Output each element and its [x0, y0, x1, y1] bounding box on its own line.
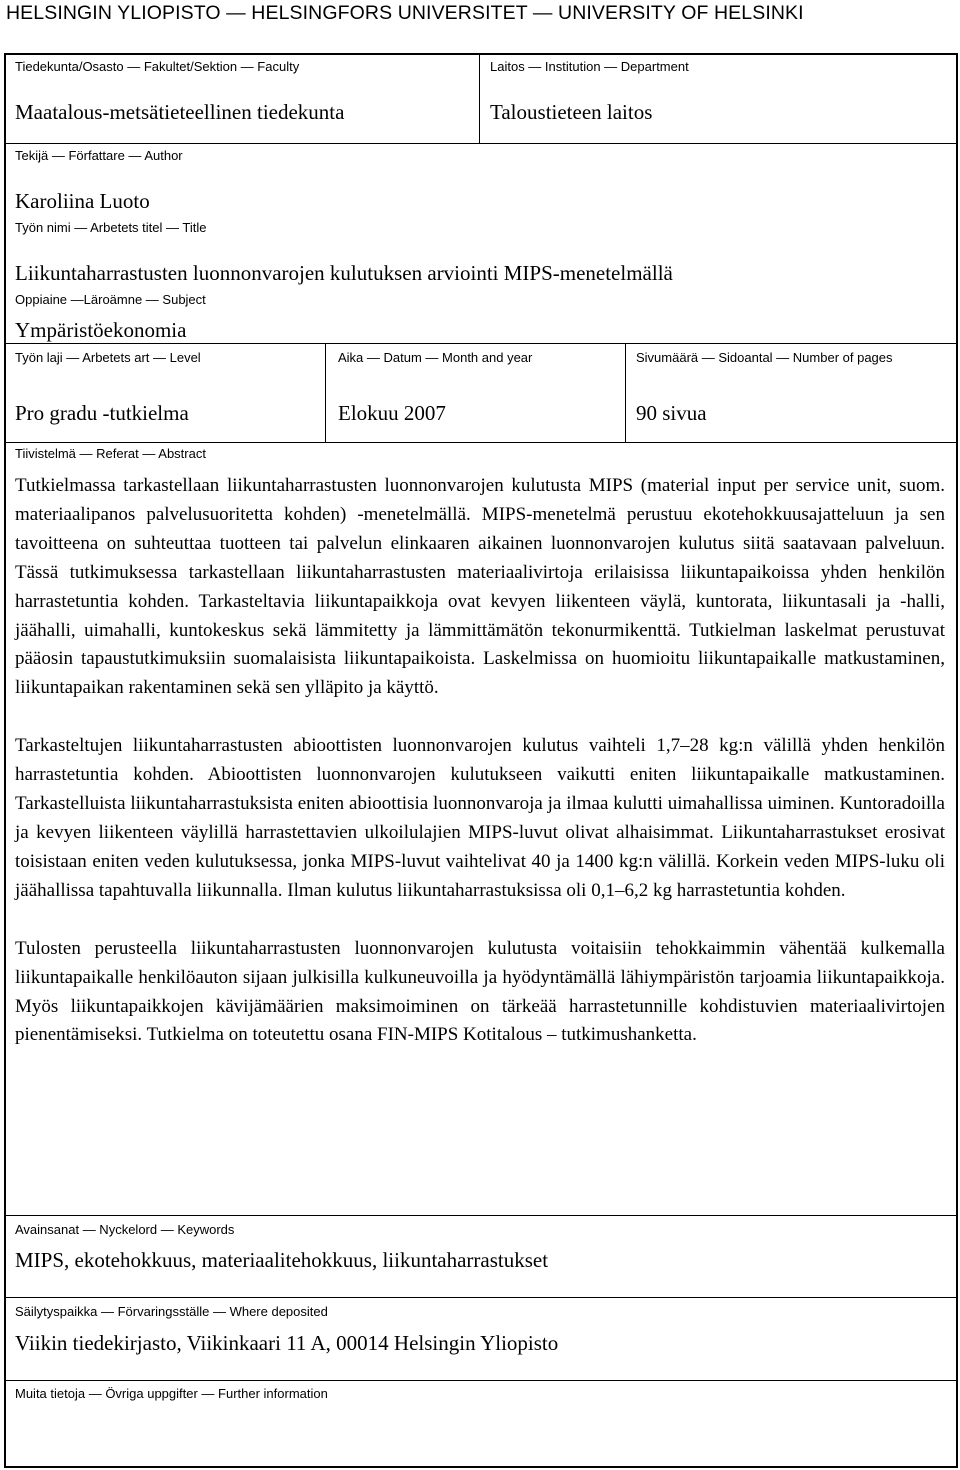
abstract-body	[15, 472, 945, 1050]
date-label: Aika — Datum — Month and year	[338, 350, 533, 365]
deposited-value: Viikin tiedekirjasto, Viikinkaari 11 A, 00014 Helsingin Yliopisto	[15, 1331, 559, 1355]
pages-label: Sivumäärä — Sidoantal — Number of pages	[636, 350, 893, 365]
keywords-value: MIPS, ekotehokkuus, materiaalitehokkuus, liikuntaharrastukset	[15, 1248, 549, 1272]
divider	[5, 143, 956, 144]
abstract-paragraph: Tulosten perusteella liikuntaharrastusten luonnonvarojen kulutusta voitaisiin tehokkaimmin vähentää kulkemalla liikuntapaikalle henkilöauton sijaan julkisilla kulkuneuvoilla ja hyödyntämällä lähiympäristön tarjoamia liikuntapaikkoja. Myös liikuntapaikkojen kävijämäärien maksimoiminen on tärkeää harrastetunnille kohdistuvien materiaalivirtojen pienentämiseksi. Tutkielma on toteutettu osana FIN-MIPS Kotitalous – tutkimushanketta.	[15, 937, 945, 1046]
pages-value: 90 sivua	[636, 401, 707, 425]
author-value: Karoliina Luoto	[15, 189, 150, 213]
level-value: Pro gradu -tutkielma	[15, 401, 189, 425]
divider	[625, 344, 626, 443]
abstract-paragraph: Tarkasteltujen liikuntaharrastusten abioottisten luonnonvarojen kulutus vaihteli 1,7–28 kg:n välillä yhden henkilön harrastetuntia kohden. Abioottisten luonnonvarojen kulutukseen vaikutti eniten liikuntapaikalle matkustaminen. Tarkastelluista liikuntaharrastuksista eniten abioottisia luonnonvaroja ja ilmaa kulutti uimahallissa uiminen. Kuntoradoilla ja kevyen liikenteen väylillä harrastettavien ulkoilulajien MIPS-luvut olivat alhaisimmat. Liikuntaharrastukset erosivat toisistaan eniten veden kulutuksessa, jonka MIPS-luvut vaihtelivat 40 ja 1400 kg:n välillä. Korkein veden MIPS-luku oli jäähallissa tapahtuvalla liikunnalla. Ilman kulutus liikuntaharrastuksissa oli 0,1–6,2 kg harrastetuntia kohden.	[15, 735, 945, 901]
abstract-label: Tiivistelmä — Referat — Abstract	[15, 446, 206, 461]
deposited-label: Säilytyspaikka — Förvaringsställe — Where deposited	[15, 1304, 328, 1319]
subject-value: Ympäristöekonomia	[15, 318, 187, 342]
divider	[325, 344, 326, 443]
title-label: Työn nimi — Arbetets titel — Title	[15, 220, 207, 235]
abstract-paragraph: Tutkielmassa tarkastellaan liikuntaharrastusten luonnonvarojen kulutusta MIPS (material input per service unit, suom. materiaalipanos palvelusuoritetta kohden) -menetelmällä. MIPS-menetelmä perustuu ekotehokkuusajatteluun ja sen tavoitteena on suhteuttaa tuotteen tai palvelun elinkaaren aikainen luonnonvarojen kulutus siitä saatavaan palveluun. Tässä tutkimuksessa tarkastellaan liikuntaharrastusten materiaalivirtoja erilaisissa liikuntapaikoissa yhden henkilön harrastetuntia kohden. Tarkasteltavia liikuntapaikkoja ovat kevyen liikenteen väylä, kuntorata, liikuntasali ja -halli, jäähalli, uimahalli, kuntokeskus sekä lämmitetty ja lämmittämätön tekonurmikenttä. Tutkielman laskelmat perustuvat pääosin tapaustutkimuksiin suomalaisista liikuntapaikoista. Laskelmissa on huomioitu liikuntapaikalle matkustaminen, liikuntapaikan rakentaminen sekä sen ylläpito ja käyttö.	[15, 475, 945, 699]
thesis-title: Liikuntaharrastusten luonnonvarojen kulutuksen arviointi MIPS-menetelmällä	[15, 261, 673, 285]
university-header: HELSINGIN YLIOPISTO — HELSINGFORS UNIVERSITET — UNIVERSITY OF HELSINKI	[6, 2, 804, 24]
divider	[479, 54, 480, 144]
department-label: Laitos — Institution — Department	[490, 59, 689, 74]
level-label: Työn laji — Arbetets art — Level	[15, 350, 201, 365]
date-value: Elokuu 2007	[338, 401, 446, 425]
further-info-label: Muita tietoja — Övriga uppgifter — Further information	[15, 1386, 328, 1401]
divider	[5, 343, 956, 344]
department-value: Taloustieteen laitos	[490, 100, 653, 124]
divider	[5, 1297, 956, 1298]
keywords-label: Avainsanat — Nyckelord — Keywords	[15, 1222, 235, 1237]
divider	[5, 1215, 956, 1216]
divider	[5, 442, 956, 443]
author-label: Tekijä — Författare — Author	[15, 148, 183, 163]
faculty-value: Maatalous-metsätieteellinen tiedekunta	[15, 100, 345, 124]
divider	[5, 1380, 956, 1381]
subject-label: Oppiaine —Läroämne — Subject	[15, 292, 206, 307]
faculty-label: Tiedekunta/Osasto — Fakultet/Sektion — Faculty	[15, 59, 300, 74]
